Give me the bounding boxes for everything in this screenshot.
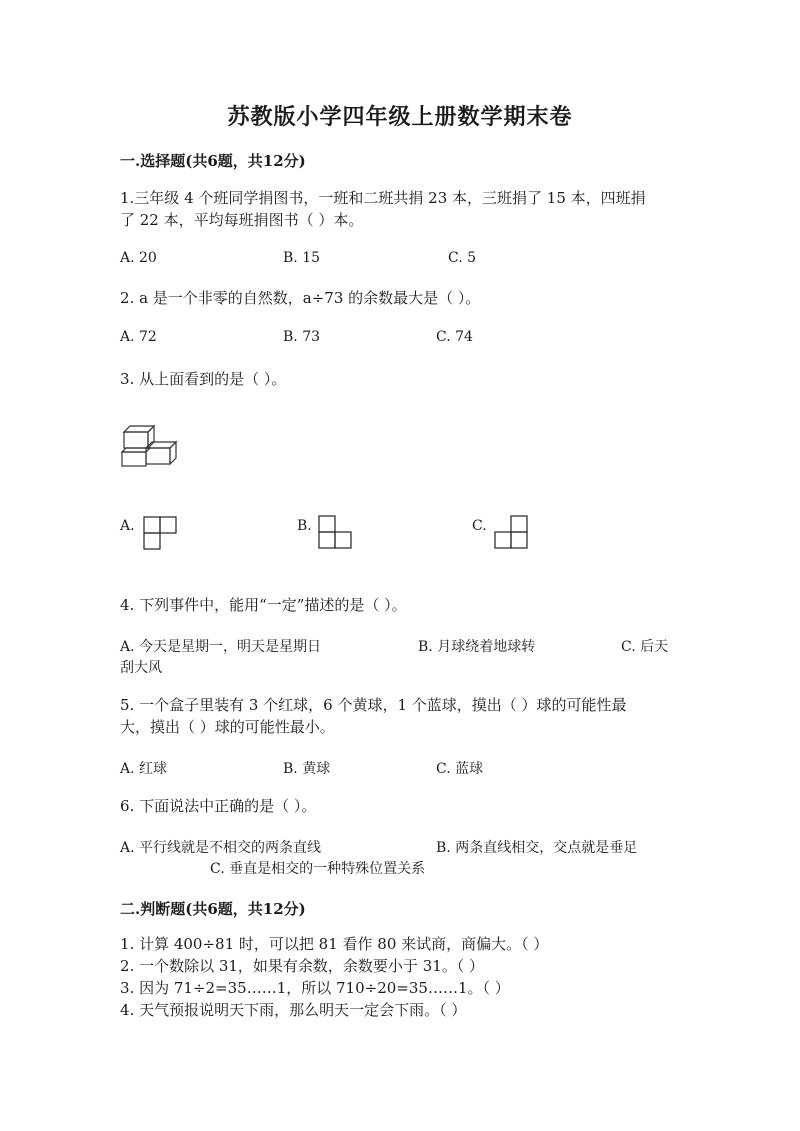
question-4-option-a: A. 今天是星期一，明天是星期日 [120, 639, 322, 655]
question-1-option-c: C. 5 [448, 250, 477, 266]
question-2-option-a: A. 72 [120, 329, 157, 345]
question-5-line-2: 大，摸出（ ）球的可能性最小。 [120, 718, 335, 736]
question-5-option-b: B. 黄球 [283, 761, 331, 777]
question-5-line-1: 5. 一个盒子里装有 3 个红球，6 个黄球，1 个蓝球，摸出（ ）球的可能性最 [120, 696, 627, 714]
page-title: 苏教版小学四年级上册数学期末卷 [227, 104, 573, 130]
judgement-question-3: 3. 因为 71÷2=35……1，所以 710÷20=35……1。（ ） [120, 979, 510, 997]
question-6-option-b: B. 两条直线相交，交点就是垂足 [436, 840, 638, 856]
question-1-line-1: 1.三年级 4 个班同学捐图书，一班和二班共捐 23 本，三班捐了 15 本，四班捐 [120, 189, 646, 207]
judgement-question-4: 4. 天气预报说明天下雨，那么明天一定会下雨。（ ） [120, 1001, 467, 1019]
question-1-option-b: B. 15 [283, 250, 321, 266]
question-3-option-a: A. [120, 518, 135, 534]
judgement-question-1: 1. 计算 400÷81 时，可以把 81 看作 80 来试商，商偏大。（ ） [120, 935, 549, 953]
question-6-option-c: C. 垂直是相交的一种特殊位置关系 [210, 861, 426, 877]
section-heading-judgement: 二.判断题(共6题，共12分) [120, 900, 306, 918]
section-heading-choice: 一.选择题(共6题，共12分) [120, 152, 306, 170]
cube-stack-figure [118, 420, 182, 468]
question-5-option-a: A. 红球 [120, 761, 168, 777]
question-2-option-b: B. 73 [283, 329, 321, 345]
question-4-line-1: 4. 下列事件中，能用“一定”描述的是（ ）。 [120, 596, 407, 614]
question-6-line-1: 6. 下面说法中正确的是（ ）。 [120, 797, 317, 815]
judgement-question-2: 2. 一个数除以 31，如果有余数，余数要小于 31。（ ） [120, 957, 485, 975]
question-6-option-a: A. 平行线就是不相交的两条直线 [120, 840, 322, 856]
question-5-option-c: C. 蓝球 [436, 761, 484, 777]
question-2-line-1: 2. a 是一个非零的自然数，a÷73 的余数最大是（ ）。 [120, 289, 481, 307]
question-3-option-b: B. [297, 518, 312, 534]
question-4-option-c-continued: 刮大风 [120, 660, 162, 676]
option-c-top-view-grid [494, 515, 528, 549]
question-3-option-c: C. [472, 518, 487, 534]
question-1-line-2: 了 22 本，平均每班捐图书（ ）本。 [120, 211, 364, 229]
question-3-line-1: 3. 从上面看到的是（ ）。 [120, 370, 287, 388]
question-4-option-c: C. 后天 [621, 639, 669, 655]
question-1-option-a: A. 20 [120, 250, 157, 266]
question-4-option-b: B. 月球绕着地球转 [418, 639, 536, 655]
question-2-option-c: C. 74 [436, 329, 473, 345]
option-a-top-view-grid [143, 516, 177, 550]
option-b-top-view-grid [318, 515, 352, 549]
